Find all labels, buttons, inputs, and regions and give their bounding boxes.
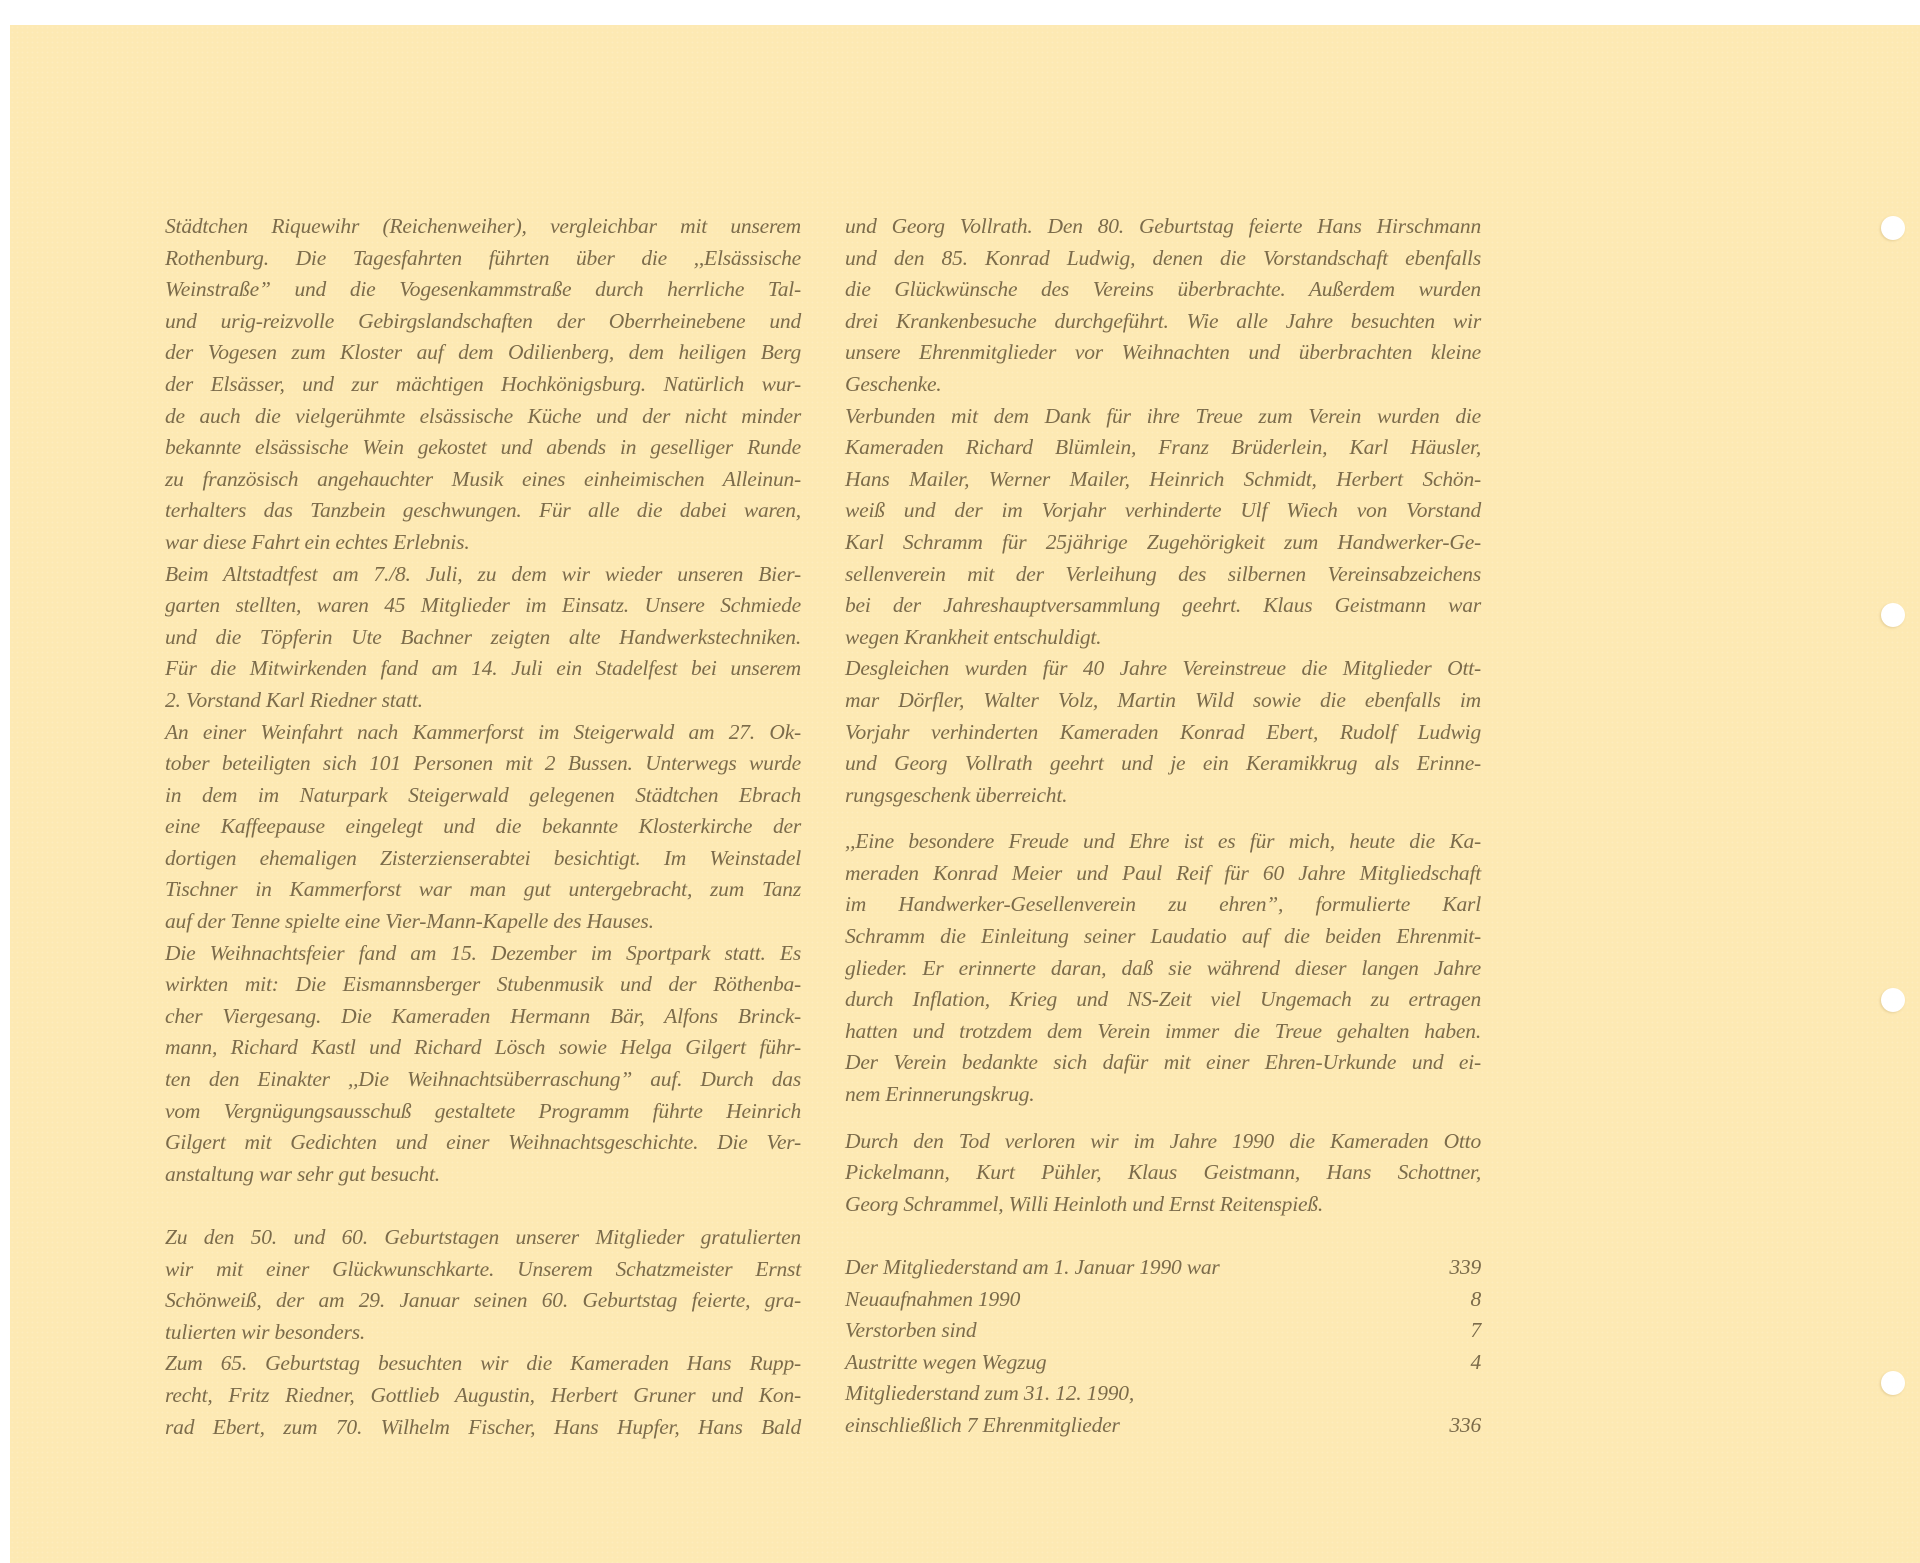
right-column: [845, 211, 1481, 1442]
text-line: Kameraden Richard Blümlein, Franz Brüderlein, Karl Häusler,: [845, 435, 1481, 460]
text-line: anstaltung war sehr gut besucht.: [165, 1161, 440, 1186]
stat-row: [845, 1284, 1481, 1316]
text-line: sellenverein mit der Verleihung des silbernen Vereinsabzeichens: [845, 561, 1481, 586]
stat-row: [845, 1378, 1481, 1410]
text-line: war diese Fahrt ein echtes Erlebnis.: [165, 529, 470, 554]
text-line: Die Weihnachtsfeier fand am 15. Dezember im Sportpark statt. Es: [165, 940, 801, 965]
paragraph-65th-birthday: [165, 1348, 801, 1443]
text-line: Pickelmann, Kurt Pühler, Klaus Geistmann, Hans Schottner,: [845, 1160, 1481, 1185]
paragraph-altstadtfest: [165, 559, 801, 717]
stat-value: 4: [1470, 1349, 1481, 1374]
stat-value: 7: [1470, 1318, 1481, 1343]
text-line: in dem im Naturpark Steigerwald gelegenen Städtchen Ebrach: [165, 782, 801, 807]
text-line: wirkten mit: Die Eismannsberger Stubenmusik und der Röthenba-: [165, 972, 801, 997]
text-line: Vorjahr verhinderten Kameraden Konrad Ebert, Rudolf Ludwig: [845, 719, 1481, 744]
stat-row: [845, 1347, 1481, 1379]
stat-value: 339: [1449, 1255, 1481, 1279]
text-line: auf der Tenne spielte eine Vier-Mann-Kapelle des Hauses.: [165, 909, 654, 934]
text-line: tober beteiligten sich 101 Personen mit 2 Bussen. Unterwegs wurde: [165, 751, 801, 776]
text-line: bei der Jahreshauptversammlung geehrt. Klaus Geistmann war: [845, 593, 1481, 618]
text-line: unsere Ehrenmitglieder vor Weihnachten und überbrachten kleine: [845, 340, 1481, 365]
text-line: hatten und trotzdem dem Verein immer die Treue gehalten haben.: [845, 1018, 1481, 1043]
text-line: bekannte elsässische Wein gekostet und abends in geselliger Runde: [165, 435, 801, 460]
text-line: Desgleichen wurden für 40 Jahre Vereinstreue die Mitglieder Ott-: [845, 656, 1481, 681]
text-line: im Handwerker-Gesellenverein zu ehren”, formulierte Karl: [845, 892, 1481, 917]
document-page: [10, 25, 1920, 1563]
stat-label: Neuaufnahmen 1990: [845, 1286, 1021, 1311]
text-line: Städtchen Riquewihr (Reichenweiher), vergleichbar mit unserem: [165, 214, 801, 238]
text-line: dortigen ehemaligen Zisterzienserabtei besichtigt. Im Weinstadel: [165, 845, 801, 870]
stat-label: Mitgliederstand zum 31. 12. 1990,: [845, 1381, 1135, 1406]
text-line: Geschenke.: [845, 371, 942, 396]
text-line: Hans Mailer, Werner Mailer, Heinrich Schmidt, Herbert Schön-: [845, 466, 1481, 491]
text-line: Zu den 50. und 60. Geburtstagen unserer Mitglieder gratulierten: [165, 1225, 801, 1249]
text-line: und Georg Vollrath. Den 80. Geburtstag feierte Hans Hirschmann: [845, 214, 1481, 238]
text-line: rungsgeschenk überreicht.: [845, 782, 1068, 807]
spacer: [845, 1111, 1481, 1126]
text-line: garten stellten, waren 45 Mitglieder im Einsatz. Unsere Schmiede: [165, 593, 801, 618]
paragraph-alsace-trip: [165, 211, 801, 559]
text-line: Weinstraße” und die Vogesenkammstraße durch herrliche Tal-: [165, 277, 801, 302]
text-line: wegen Krankheit entschuldigt.: [845, 624, 1102, 649]
text-line: terhalters das Tanzbein geschwungen. Für alle die dabei waren,: [165, 498, 801, 523]
text-line: und den 85. Konrad Ludwig, denen die Vorstandschaft ebenfalls: [845, 245, 1481, 270]
spacer: [165, 1190, 801, 1222]
stat-label: Austritte wegen Wegzug: [845, 1349, 1047, 1374]
text-line: Beim Altstadtfest am 7./8. Juli, zu dem wir wieder unseren Bier-: [165, 561, 801, 586]
text-line: und Georg Vollrath geehrt und je ein Keramikkrug als Erinne-: [845, 751, 1481, 776]
text-line: weiß und der im Vorjahr verhinderte Ulf Wiech von Vorstand: [845, 498, 1481, 523]
text-line: recht, Fritz Riedner, Gottlieb Augustin, Herbert Gruner und Kon-: [165, 1382, 801, 1407]
spacer: [845, 1220, 1481, 1252]
text-line: zu französisch angehauchter Musik eines einheimischen Alleinun-: [165, 466, 801, 491]
membership-stats-table: [845, 1252, 1481, 1442]
stat-label: Verstorben sind: [845, 1318, 977, 1343]
text-line: und urig-reizvolle Gebirgslandschaften der Oberrheinebene und: [165, 308, 801, 333]
text-line: drei Krankenbesuche durchgeführt. Wie alle Jahre besuchten wir: [845, 308, 1481, 333]
text-line: die Glückwünsche des Vereins überbrachte. Außerdem wurden: [845, 277, 1481, 302]
left-column: [165, 211, 801, 1443]
text-line: Rothenburg. Die Tagesfahrten führten über die ,,Elsässische: [165, 245, 801, 270]
stat-value: 336: [1449, 1412, 1481, 1437]
stat-row: [845, 1252, 1481, 1284]
text-line: wir mit einer Glückwunschkarte. Unserem Schatzmeister Ernst: [165, 1256, 801, 1281]
text-line: Zum 65. Geburtstag besuchten wir die Kameraden Hans Rupp-: [165, 1351, 801, 1376]
text-line: eine Kaffeepause eingelegt und die bekannte Klosterkirche der: [165, 814, 801, 839]
paragraph-25-years-honors: [845, 401, 1481, 654]
text-line: cher Viergesang. Die Kameraden Hermann Bär, Alfons Brinck-: [165, 1003, 801, 1028]
text-line: Verbunden mit dem Dank für ihre Treue zum Verein wurden die: [845, 403, 1481, 428]
text-line: Georg Schrammel, Willi Heinloth und Ernst Reitenspieß.: [845, 1191, 1324, 1216]
stat-label: Der Mitgliederstand am 1. Januar 1990 war: [845, 1255, 1220, 1279]
text-line: Der Verein bedankte sich dafür mit einer Ehren-Urkunde und ei-: [845, 1050, 1481, 1075]
text-line: meraden Konrad Meier und Paul Reif für 60 Jahre Mitgliedschaft: [845, 860, 1481, 885]
text-line: glieder. Er erinnerte daran, daß sie während dieser langen Jahre: [845, 955, 1481, 980]
stat-value: 8: [1470, 1286, 1481, 1311]
stat-label: einschließlich 7 Ehrenmitglieder: [845, 1412, 1120, 1437]
spacer: [845, 811, 1481, 826]
text-line: ten den Einakter ,,Die Weihnachtsüberraschung” auf. Durch das: [165, 1067, 801, 1092]
text-line: durch Inflation, Krieg und NS-Zeit viel Ungemach zu ertragen: [845, 987, 1481, 1012]
paragraph-60-years-laudatio: [845, 826, 1481, 1110]
text-line: tulierten wir besonders.: [165, 1319, 366, 1344]
text-line: Karl Schramm für 25jährige Zugehörigkeit zum Handwerker-Ge-: [845, 529, 1481, 554]
paragraph-birthdays: [165, 1222, 801, 1348]
text-line: 2. Vorstand Karl Riedner statt.: [165, 687, 423, 712]
punch-hole-icon: [1881, 988, 1905, 1012]
paragraph-obituaries: [845, 1126, 1481, 1221]
text-line: der Vogesen zum Kloster auf dem Odilienberg, dem heiligen Berg: [165, 340, 801, 365]
text-line: Tischner in Kammerforst war man gut untergebracht, zum Tanz: [165, 877, 801, 902]
punch-hole-icon: [1881, 1371, 1905, 1395]
text-line: nem Erinnerungskrug.: [845, 1082, 1035, 1107]
stat-row: [845, 1315, 1481, 1347]
paragraph-80th-birthday: [845, 211, 1481, 401]
text-line: de auch die vielgerühmte elsässische Küche und der nicht minder: [165, 403, 801, 428]
text-line: Gilgert mit Gedichten und einer Weihnachtsgeschichte. Die Ver-: [165, 1130, 801, 1155]
text-line: der Elsässer, und zur mächtigen Hochkönigsburg. Natürlich wur-: [165, 371, 801, 396]
text-line: und die Töpferin Ute Bachner zeigten alte Handwerkstechniken.: [165, 624, 801, 649]
text-line: Schönweiß, der am 29. Januar seinen 60. Geburtstag feierte, gra-: [165, 1288, 801, 1313]
punch-hole-icon: [1881, 216, 1905, 240]
punch-hole-icon: [1881, 603, 1905, 627]
text-line: rad Ebert, zum 70. Wilhelm Fischer, Hans Hupfer, Hans Bald: [165, 1414, 801, 1439]
stat-row: [845, 1410, 1481, 1442]
text-line: An einer Weinfahrt nach Kammerforst im Steigerwald am 27. Ok-: [165, 719, 801, 744]
text-line: ,,Eine besondere Freude und Ehre ist es für mich, heute die Ka-: [845, 829, 1481, 854]
paragraph-40-years-honors: [845, 653, 1481, 811]
paragraph-christmas-party: [165, 938, 801, 1191]
text-line: vom Vergnügungsausschuß gestaltete Programm führte Heinrich: [165, 1098, 801, 1123]
text-line: Schramm die Einleitung seiner Laudatio auf die beiden Ehrenmit-: [845, 924, 1481, 949]
text-line: Für die Mitwirkenden fand am 14. Juli ein Stadelfest bei unserem: [165, 656, 801, 681]
paragraph-wine-trip: [165, 717, 801, 938]
text-line: Durch den Tod verloren wir im Jahre 1990 die Kameraden Otto: [845, 1128, 1481, 1153]
text-line: mann, Richard Kastl und Richard Lösch sowie Helga Gilgert führ-: [165, 1035, 801, 1060]
text-line: mar Dörfler, Walter Volz, Martin Wild sowie die ebenfalls im: [845, 687, 1481, 712]
